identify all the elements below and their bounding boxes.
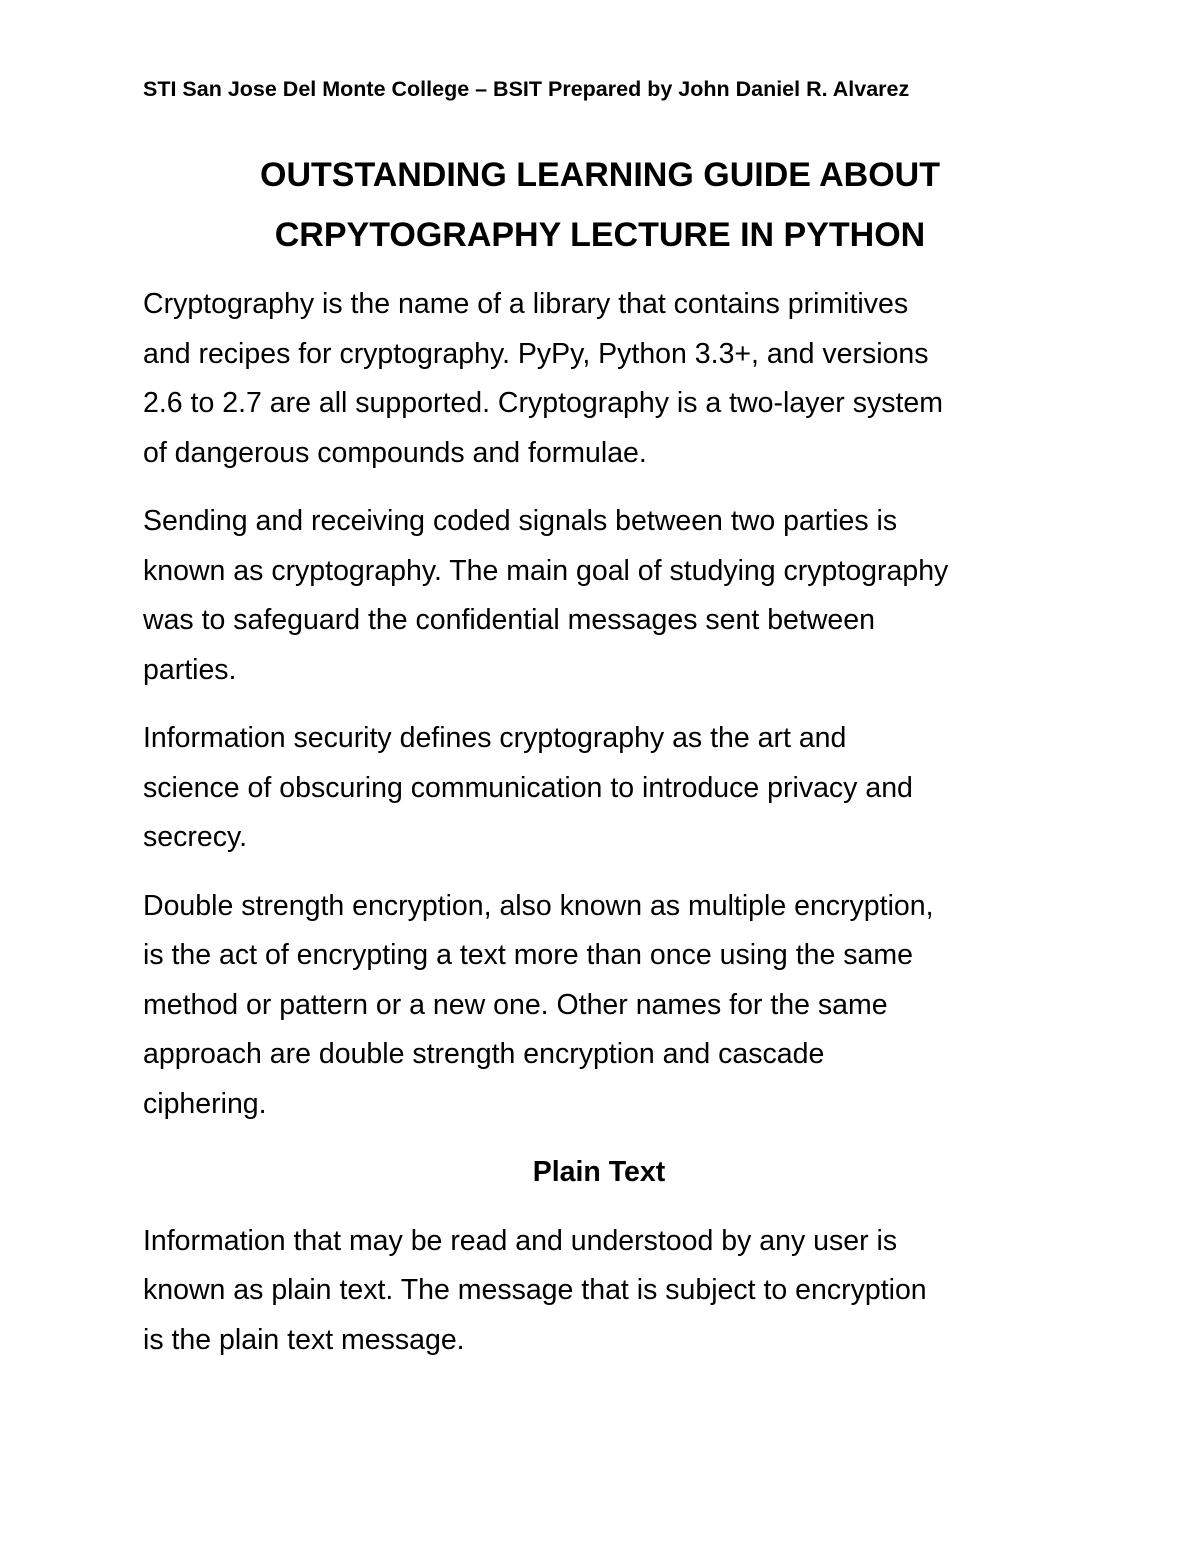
title-line: CRPYTOGRAPHY LECTURE IN PYTHON [274, 216, 926, 254]
text-line: known as plain text. The message that is subject to encryption [143, 1274, 927, 1306]
text-line: secrecy. [143, 821, 247, 853]
text-line: is the act of encrypting a text more than once using the same [143, 939, 913, 971]
text-line: known as cryptography. The main goal of studying cryptography [143, 554, 949, 587]
text-line: method or pattern or a new one. Other names for the same [143, 988, 888, 1021]
page-header: STI San Jose Del Monte College – BSIT Prepared by John Daniel R. Alvarez [143, 77, 910, 101]
paragraph-cryptography-library [143, 280, 1073, 478]
text-line: science of obscuring communication to introduce privacy and [143, 771, 913, 804]
text-line: approach are double strength encryption and cascade [143, 1038, 825, 1070]
text-line: and recipes for cryptography. PyPy, Python 3.3+, and versions [143, 337, 929, 370]
text-line: Information security defines cryptography as the art and [143, 722, 847, 754]
text-line: is the plain text message. [143, 1323, 465, 1356]
paragraph-double-strength-encryption [143, 882, 1073, 1130]
text-line: parties. [143, 653, 237, 686]
paragraph-plain-text [143, 1217, 1073, 1366]
text-line: Information that may be read and understood by any user is [143, 1224, 898, 1257]
title-line: OUTSTANDING LEARNING GUIDE ABOUT [260, 156, 940, 194]
paragraph-coded-signals [143, 497, 1073, 695]
document-title [100, 145, 1100, 265]
paragraph-information-security [143, 714, 1073, 863]
text-line: of dangerous compounds and formulae. [143, 436, 647, 469]
text-line: Cryptography is the name of a library that contains primitives [143, 288, 909, 320]
text-line: Double strength encryption, also known as multiple encryption, [143, 889, 934, 922]
text-line: Sending and receiving coded signals between two parties is [143, 505, 898, 537]
text-line: ciphering. [143, 1087, 267, 1120]
document-body [143, 280, 1073, 1384]
section-heading-plain-text: Plain Text [532, 1156, 666, 1188]
text-line: 2.6 to 2.7 are all supported. Cryptography is a two-layer system [143, 387, 943, 419]
text-line: was to safeguard the confidential messages sent between [143, 604, 875, 636]
